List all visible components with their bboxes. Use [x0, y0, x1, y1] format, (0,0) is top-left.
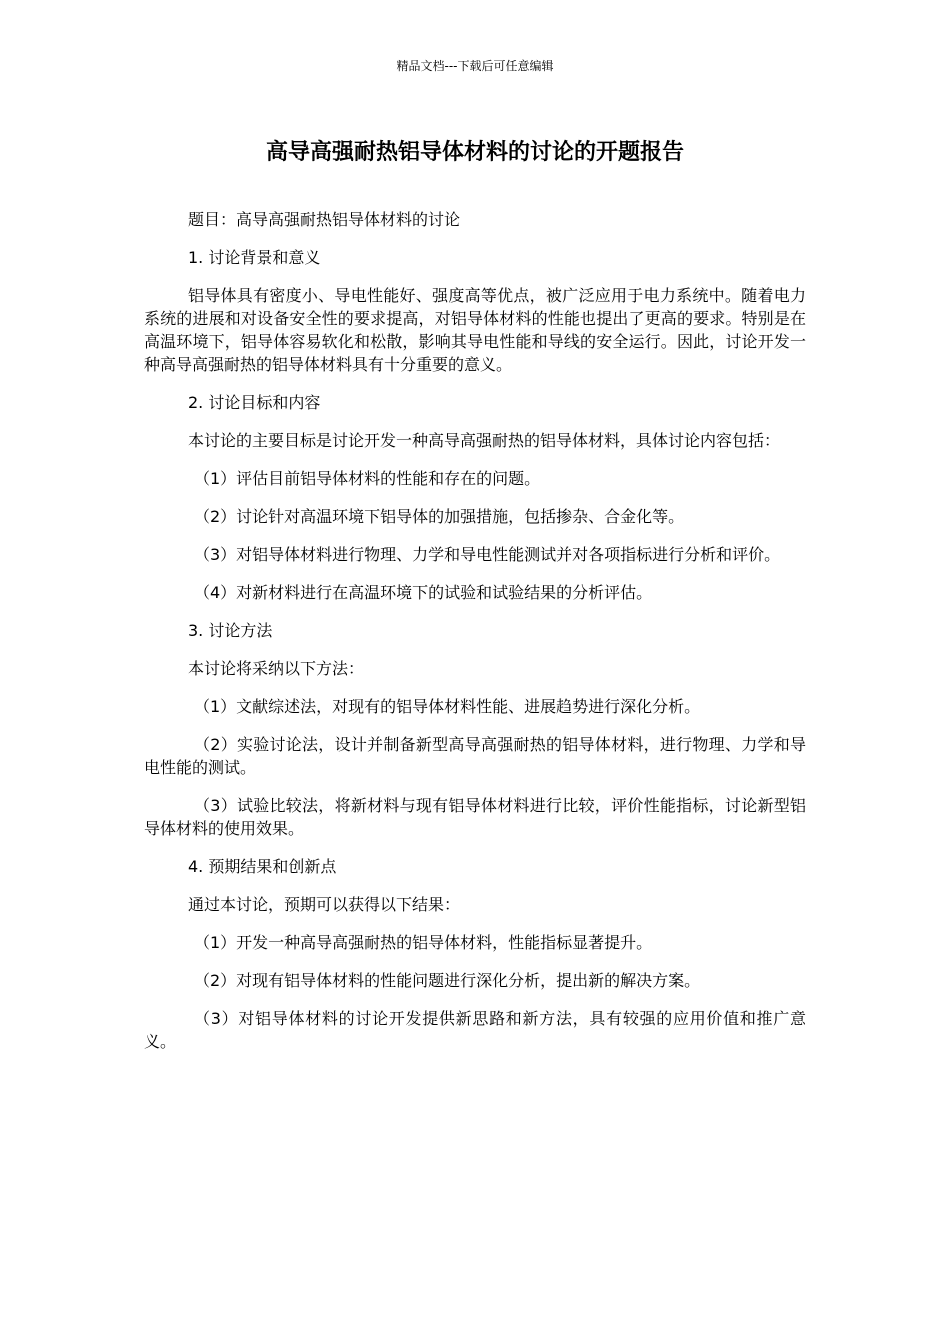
page-header: 精品文档---下载后可任意编辑: [396, 59, 554, 73]
document-body: [144, 208, 806, 1068]
list-item: （1）文献综述法，对现有的铝导体材料性能、进展趋势进行深化分析。: [194, 697, 701, 716]
topic-line: 题目：高导高强耐热铝导体材料的讨论: [188, 210, 461, 229]
section-heading: 4. 预期结果和创新点: [188, 857, 337, 876]
list-item: （2）讨论针对高温环境下铝导体的加强措施，包括掺杂、合金化等。: [194, 507, 685, 526]
list-item: （4）对新材料进行在高温环境下的试验和试验结果的分析评估。: [194, 583, 653, 602]
list-item: （1）开发一种高导高强耐热的铝导体材料，性能指标显著提升。: [194, 933, 653, 952]
list-item: （1）评估目前铝导体材料的性能和存在的问题。: [194, 469, 541, 488]
section-paragraph: 铝导体具有密度小、导电性能好、强度高等优点，被广泛应用于电力系统中。随着电力系统的进展和对设备安全性的要求提高，对铝导体材料的性能也提出了更高的要求。特别是在高温环境下，铝导体容易软化和松散，影响其导电性能和导线的安全运行。因此，讨论开发一种高导高强耐热的铝导体材料具有十分重要的意义。: [144, 286, 806, 374]
section-paragraph: 通过本讨论，预期可以获得以下结果：: [188, 895, 461, 914]
section-heading: 3. 讨论方法: [188, 621, 273, 640]
list-item: （3）对铝导体材料进行物理、力学和导电性能测试并对各项指标进行分析和评价。: [194, 545, 781, 564]
section-heading: 2. 讨论目标和内容: [188, 393, 321, 412]
document-title: 高导高强耐热铝导体材料的讨论的开题报告: [265, 140, 684, 165]
section-paragraph: 本讨论的主要目标是讨论开发一种高导高强耐热的铝导体材料，具体讨论内容包括：: [188, 431, 781, 450]
section-paragraph: 本讨论将采纳以下方法：: [188, 659, 365, 678]
list-item: （3）试验比较法，将新材料与现有铝导体材料进行比较，评价性能指标，讨论新型铝导体材料的使用效果。: [144, 796, 806, 838]
section-heading: 1. 讨论背景和意义: [188, 248, 321, 267]
list-item: （2）对现有铝导体材料的性能问题进行深化分析，提出新的解决方案。: [194, 971, 701, 990]
list-item: （3）对铝导体材料的讨论开发提供新思路和新方法，具有较强的应用价值和推广意义。: [144, 1009, 806, 1051]
list-item: （2）实验讨论法，设计并制备新型高导高强耐热的铝导体材料，进行物理、力学和导电性能的测试。: [144, 735, 806, 777]
